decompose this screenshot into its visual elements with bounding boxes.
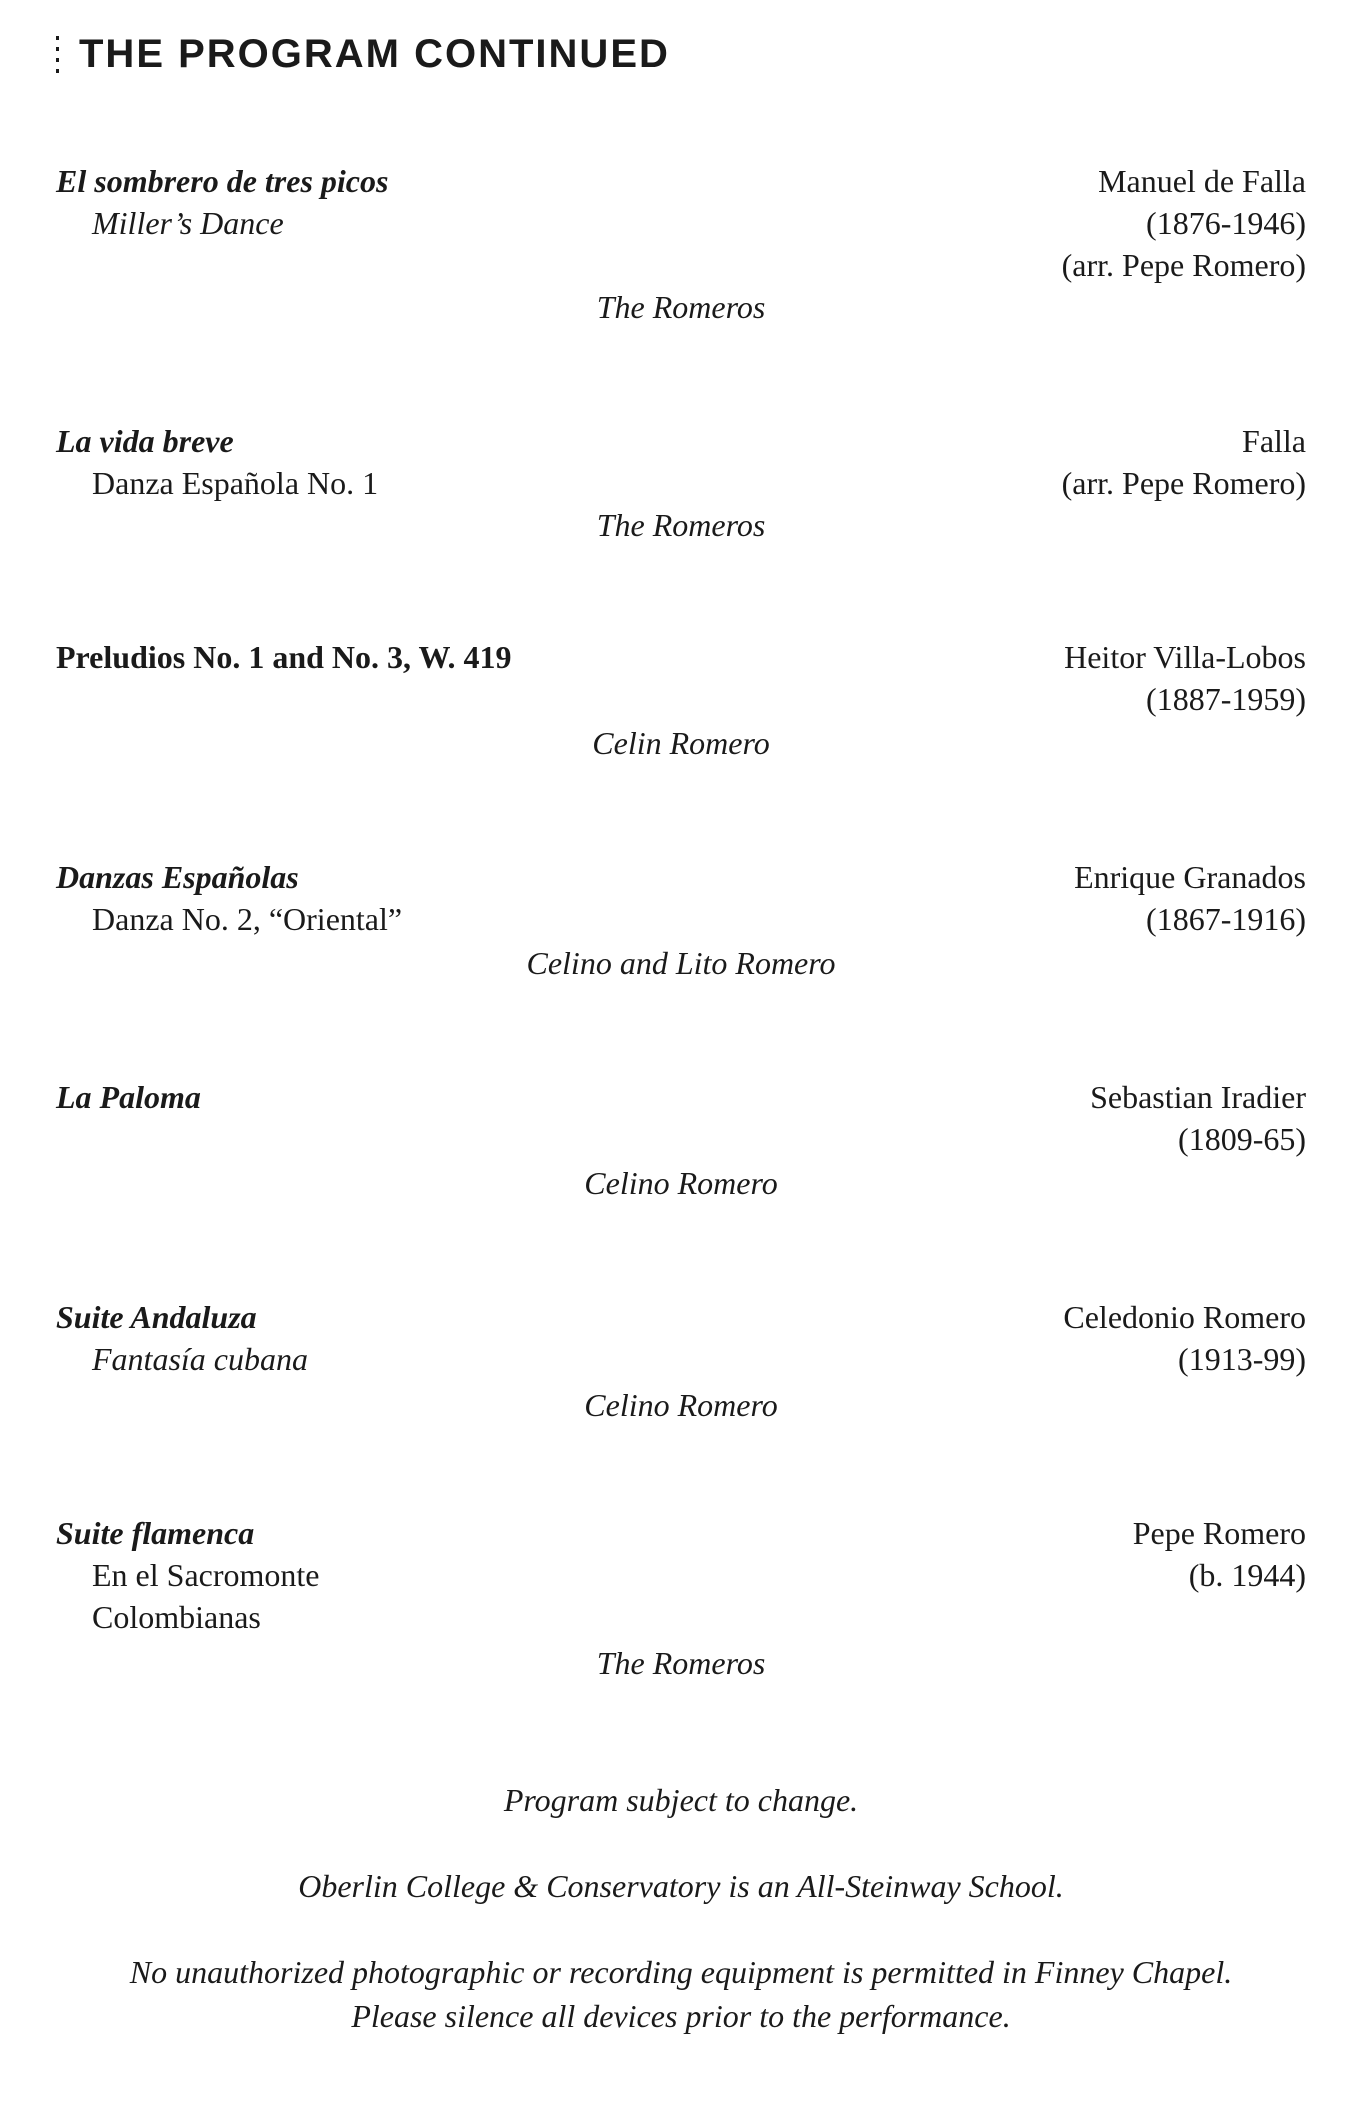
composer-dates: (1876-1946)	[1146, 205, 1306, 241]
header-dots-decoration	[56, 36, 59, 73]
work-title: Preludios No. 1 and No. 3, W. 419	[56, 639, 512, 675]
composer-block	[1074, 856, 1306, 940]
composer-dates: (b. 1944)	[1188, 1557, 1306, 1593]
work-block	[56, 1076, 201, 1118]
composer-dates: (1867-1916)	[1146, 901, 1306, 937]
composer-name: Falla	[1242, 423, 1306, 459]
work-block	[56, 160, 388, 244]
movement: En el Sacromonte	[92, 1557, 320, 1593]
composer-name: Manuel de Falla	[1098, 163, 1306, 199]
performer: Celin Romero	[592, 725, 770, 761]
performer: The Romeros	[596, 289, 766, 325]
work-title: Danzas Españolas	[56, 859, 299, 895]
movement: Danza No. 2, “Oriental”	[92, 901, 403, 937]
work-block	[56, 1296, 308, 1380]
work-block	[56, 636, 512, 678]
composer-block	[1090, 1076, 1306, 1160]
work-title: La vida breve	[56, 423, 234, 459]
work-title: Suite flamenca	[56, 1515, 255, 1551]
work-title: El sombrero de tres picos	[56, 163, 389, 199]
composer-block	[1064, 636, 1306, 720]
work-block	[56, 856, 402, 940]
arranger: (arr. Pepe Romero)	[1061, 247, 1306, 283]
arranger: (arr. Pepe Romero)	[1061, 465, 1306, 501]
composer-name: Celedonio Romero	[1063, 1299, 1306, 1335]
composer-dates: (1809-65)	[1178, 1121, 1306, 1157]
performer: Celino Romero	[584, 1387, 778, 1423]
performer: The Romeros	[596, 507, 766, 543]
policy-note-line-1: No unauthorized photographic or recording equipment is permitted in Finney Chapel.	[129, 1954, 1233, 1990]
movement: Fantasía cubana	[92, 1341, 308, 1377]
work-block	[56, 420, 378, 504]
work-title: La Paloma	[56, 1079, 201, 1115]
composer-name: Pepe Romero	[1132, 1515, 1306, 1551]
steinway-note: Oberlin College & Conservatory is an All-Steinway School.	[298, 1868, 1064, 1904]
work-block	[56, 1512, 319, 1638]
composer-name: Sebastian Iradier	[1090, 1079, 1306, 1115]
composer-block	[1062, 420, 1306, 504]
program-change-note: Program subject to change.	[503, 1782, 859, 1818]
composer-dates: (1913-99)	[1178, 1341, 1306, 1377]
composer-block	[1062, 160, 1306, 286]
performer: Celino Romero	[584, 1165, 778, 1201]
page-title: THE PROGRAM CONTINUED	[79, 32, 670, 76]
work-title: Suite Andaluza	[56, 1299, 257, 1335]
composer-block	[1063, 1296, 1306, 1380]
composer-name: Enrique Granados	[1074, 859, 1306, 895]
performer: Celino and Lito Romero	[526, 945, 836, 981]
composer-block	[1133, 1512, 1306, 1596]
movement: Miller’s Dance	[92, 205, 284, 241]
performer: The Romeros	[596, 1645, 766, 1681]
policy-note-line-2: Please silence all devices prior to the performance.	[351, 1998, 1011, 2034]
movement: Colombianas	[92, 1599, 261, 1635]
page-header	[56, 32, 670, 77]
movement: Danza Española No. 1	[92, 465, 379, 501]
composer-name: Heitor Villa-Lobos	[1064, 639, 1306, 675]
composer-dates: (1887-1959)	[1146, 681, 1306, 717]
